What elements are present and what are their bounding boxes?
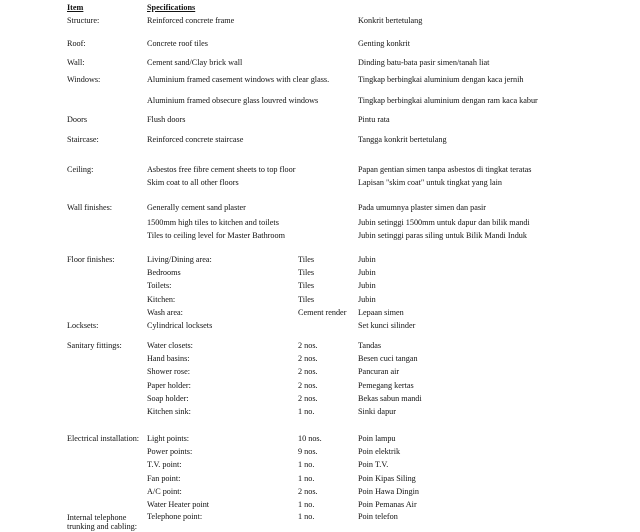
- spec-row: [0, 501, 640, 512]
- spec-row: [0, 166, 640, 177]
- spec-row: [0, 475, 640, 486]
- malay-text: Lapisan "skim coat" untuk tingkat yang lain: [358, 178, 503, 187]
- malay-text: Jubin setinggi 1500mm untuk dapur dan bilik mandi: [358, 218, 530, 227]
- malay-text: Besen cuci tangan: [358, 354, 418, 363]
- spec-row: [0, 382, 640, 393]
- spec-row: [0, 512, 640, 531]
- spec-text: Asbestos free fibre cement sheets to top floor: [147, 165, 296, 174]
- spec-text: Water closets:: [147, 341, 193, 350]
- malay-text: Poin T.V.: [358, 460, 389, 469]
- malay-text: Pancuran air: [358, 367, 400, 376]
- malay-text: Poin elektrik: [358, 447, 401, 456]
- spec-text: Cylindrical locksets: [147, 321, 213, 330]
- spec-row: [0, 488, 640, 499]
- spec-row: [0, 219, 640, 230]
- item-label: Roof:: [67, 39, 86, 48]
- spec-text: Flush doors: [147, 115, 186, 124]
- malay-text: Poin Pemanas Air: [358, 500, 417, 509]
- spec-text: A/C point:: [147, 487, 182, 496]
- spec-text: Generally cement sand plaster: [147, 203, 246, 212]
- spec-row: [0, 179, 640, 190]
- spec-text: Fan point:: [147, 474, 181, 483]
- quantity: 2 nos.: [298, 354, 318, 363]
- spec-text: Toilets:: [147, 281, 172, 290]
- spec-row: [0, 282, 640, 293]
- spec-row: [0, 448, 640, 459]
- spec-row: [0, 461, 640, 472]
- malay-text: Bekas sabun mandi: [358, 394, 422, 403]
- spec-row: [0, 232, 640, 243]
- quantity: 2 nos.: [298, 394, 318, 403]
- quantity: 1 no.: [298, 460, 315, 469]
- spec-row: [0, 256, 640, 267]
- specifications-header: Specifications: [147, 3, 196, 12]
- quantity: 2 nos.: [298, 367, 318, 376]
- malay-text: Pada umumnya plaster simen dan pasir: [358, 203, 487, 212]
- spec-row: [0, 355, 640, 366]
- malay-text: Jubin: [358, 268, 376, 277]
- spec-row: [0, 116, 640, 127]
- item-label: Wall finishes:: [67, 203, 113, 212]
- spec-row: [0, 204, 640, 215]
- malay-text: Jubin: [358, 295, 376, 304]
- quantity: 10 nos.: [298, 434, 322, 443]
- malay-text: Poin lampu: [358, 434, 396, 443]
- spec-text: Shower rose:: [147, 367, 190, 376]
- item-label: Locksets:: [67, 321, 99, 330]
- malay-text: Pemegang kertas: [358, 381, 414, 390]
- spec-text: Soap holder:: [147, 394, 189, 403]
- malay-text: Genting konkrit: [358, 39, 411, 48]
- spec-text: Power points:: [147, 447, 193, 456]
- quantity: Tiles: [298, 295, 315, 304]
- header-row: [0, 4, 640, 15]
- spec-text: Water Heater point: [147, 500, 210, 509]
- spec-row: [0, 342, 640, 353]
- spec-row: [0, 309, 640, 320]
- item-label: Electrical installation:: [67, 434, 140, 443]
- item-label: Staircase:: [67, 135, 99, 144]
- spec-text: Kitchen sink:: [147, 407, 191, 416]
- item-header: Item: [67, 3, 84, 12]
- quantity: 9 nos.: [298, 447, 318, 456]
- malay-text: Set kunci silinder: [358, 321, 416, 330]
- malay-text: Sinki dapur: [358, 407, 396, 416]
- spec-row: [0, 408, 640, 419]
- malay-text: Konkrit bertetulang: [358, 16, 423, 25]
- spec-row: [0, 296, 640, 307]
- spec-text: Kitchen:: [147, 295, 176, 304]
- quantity: Tiles: [298, 255, 315, 264]
- spec-text: Aluminium framed casement windows with clear glass.: [147, 75, 330, 84]
- spec-row: [0, 395, 640, 406]
- malay-text: Poin Hawa Dingin: [358, 487, 419, 496]
- malay-text: Dinding batu-bata pasir simen/tanah liat: [358, 58, 490, 67]
- malay-text: Lepaan simen: [358, 308, 404, 317]
- spec-row: [0, 269, 640, 280]
- spec-row: [0, 40, 640, 51]
- spec-text: Concrete roof tiles: [147, 39, 208, 48]
- quantity: 1 no.: [298, 512, 315, 521]
- item-label: Internal telephone trunking and cabling:: [67, 513, 138, 531]
- malay-text: Poin telefon: [358, 512, 398, 521]
- malay-text: Papan gentian simen tanpa asbestos di tingkat teratas: [358, 165, 532, 174]
- item-label: Windows:: [67, 75, 101, 84]
- spec-row: [0, 76, 640, 87]
- spec-row: [0, 97, 640, 108]
- item-label: Doors: [67, 115, 88, 124]
- quantity: Tiles: [298, 268, 315, 277]
- spec-row: [0, 435, 640, 446]
- malay-text: Poin Kipas Siling: [358, 474, 416, 483]
- spec-text: Skim coat to all other floors: [147, 178, 239, 187]
- spec-text: Reinforced concrete staircase: [147, 135, 244, 144]
- quantity: 1 no.: [298, 500, 315, 509]
- quantity: Cement render: [298, 308, 347, 317]
- item-label: Ceiling:: [67, 165, 94, 174]
- spec-text: Light points:: [147, 434, 190, 443]
- quantity: 1 no.: [298, 407, 315, 416]
- spec-row: [0, 368, 640, 379]
- quantity: 2 nos.: [298, 341, 318, 350]
- quantity: 2 nos.: [298, 381, 318, 390]
- item-label: Sanitary fittings:: [67, 341, 122, 350]
- malay-text: Tangga konkrit bertetulang: [358, 135, 447, 144]
- malay-text: Jubin setinggi paras siling untuk Bilik Mandi Induk: [358, 231, 527, 240]
- spec-row: [0, 59, 640, 70]
- item-label: Floor finishes:: [67, 255, 115, 264]
- spec-text: Hand basins:: [147, 354, 190, 363]
- spec-text: 1500mm high tiles to kitchen and toilets: [147, 218, 279, 227]
- malay-text: Tingkap berbingkai aluminium dengan kaca jernih: [358, 75, 524, 84]
- item-label: Structure:: [67, 16, 100, 25]
- spec-text: Living/Dining area:: [147, 255, 212, 264]
- spec-text: Bedrooms: [147, 268, 181, 277]
- spec-text: T.V. point:: [147, 460, 182, 469]
- spec-text: Reinforced concrete frame: [147, 16, 235, 25]
- item-label: Wall:: [67, 58, 85, 67]
- malay-text: Jubin: [358, 255, 376, 264]
- spec-text: Cement sand/Clay brick wall: [147, 58, 243, 67]
- spec-row: [0, 17, 640, 28]
- malay-text: Pintu rata: [358, 115, 390, 124]
- spec-text: Aluminium framed obsecure glass louvred windows: [147, 96, 319, 105]
- quantity: 2 nos.: [298, 487, 318, 496]
- spec-text: Wash area:: [147, 308, 183, 317]
- spec-row: [0, 322, 640, 333]
- quantity: Tiles: [298, 281, 315, 290]
- malay-text: Jubin: [358, 281, 376, 290]
- spec-text: Telephone point:: [147, 512, 203, 521]
- malay-text: Tandas: [358, 341, 382, 350]
- spec-text: Tiles to ceiling level for Master Bathroom: [147, 231, 285, 240]
- malay-text: Tingkap berbingkai aluminium dengan ram kaca kabur: [358, 96, 538, 105]
- quantity: 1 no.: [298, 474, 315, 483]
- spec-text: Paper holder:: [147, 381, 191, 390]
- spec-row: [0, 136, 640, 147]
